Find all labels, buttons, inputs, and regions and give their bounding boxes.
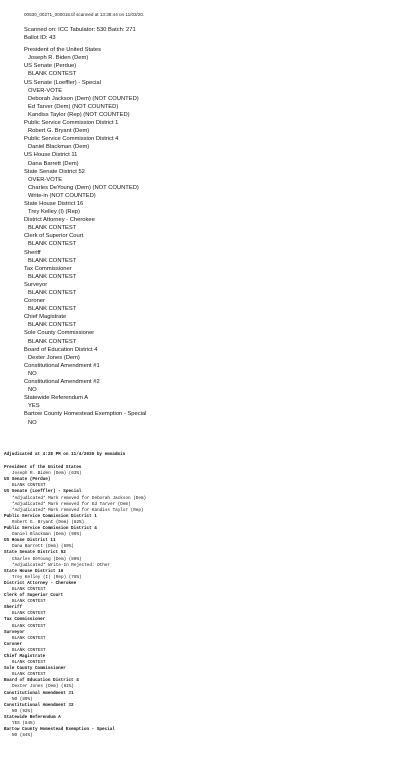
adj-line-contest: Sheriff [4, 605, 23, 611]
adj-line-choice: BLANK CONTEST [12, 623, 46, 629]
scan-line-choice: BLANK CONTEST [28, 257, 77, 264]
adj-line-contest: Public Service Commission District 4 [4, 526, 97, 532]
adj-line-contest: Tax Commissioner [4, 617, 46, 623]
scan-line-contest: Coroner [24, 298, 45, 305]
adj-line-contest: US House District 11 [4, 538, 56, 544]
scan-line-contest: Chief Magistrate [24, 314, 67, 321]
scan-line-contest: Constitutional Amendment #2 [24, 379, 100, 386]
scan-line-choice: Deborah Jackson (Dem) (NOT COUNTED) [28, 95, 139, 102]
scan-contest-list [24, 46, 147, 426]
scan-line-contest: Sole County Commissioner [24, 330, 95, 337]
scan-line-choice: BLANK CONTEST [28, 241, 77, 248]
adj-line-contest: State Senate District 52 [4, 550, 66, 556]
adj-line-choice: Trey Kelley (I) (Rep) (78%) [12, 574, 82, 580]
adj-line-choice: *Adjudicated* Mark removed for Deborah Jackson (Dem) [12, 495, 147, 501]
scan-line-choice: OVER-VOTE [28, 87, 63, 94]
scan-line-contest: Surveyor [24, 281, 48, 288]
adj-line-contest: Constitutional Amendment #1 [4, 690, 74, 696]
adj-line-contest: Constitutional Amendment #2 [4, 702, 74, 708]
adj-line-choice: *Adjudicated* Mark removed for Kandiss Taylor (Rep) [12, 507, 144, 513]
scan-line-choice: BLANK CONTEST [28, 322, 77, 329]
scan-line-contest: State Senate District 52 [24, 168, 85, 175]
adj-line-contest: District Attorney - Cherokee [4, 580, 77, 586]
adj-line-contest: Bartow County Homestead Exemption - Special [4, 727, 115, 733]
adj-line-contest: Sole County Commissioner [4, 666, 66, 672]
adj-line-contest: Coroner [4, 641, 23, 647]
adjudication-contest-list [4, 465, 147, 739]
scan-line-contest: Bartow County Homestead Exemption - Special [24, 411, 147, 418]
adj-line-contest: State House District 16 [4, 568, 64, 574]
scan-line-choice: Robert G. Bryant (Dem) [28, 128, 90, 135]
scan-line-choice: BLANK CONTEST [28, 306, 77, 313]
adj-line-contest: Statewide Referendum A [4, 714, 61, 720]
scan-line-choice: Daniel Blackman (Dem) [28, 144, 90, 151]
scan-line-choice: Joseph R. Biden (Dem) [28, 55, 89, 62]
adj-line-contest: Board of Education District 4 [4, 678, 79, 684]
scan-line-choice: NO [28, 419, 37, 426]
scan-line-choice: Trey Kelley (I) (Rep) [28, 209, 80, 216]
adj-line-choice: BLANK CONTEST [12, 647, 46, 653]
adj-line-choice: NO (92%) [12, 708, 33, 714]
adj-line-choice: BLANK CONTEST [12, 599, 46, 605]
ballot-id-line: Ballot ID: 43 [24, 35, 56, 42]
scan-line-choice: Write-in (NOT COUNTED) [28, 192, 96, 199]
scan-line-contest: Clerk of Superior Court [24, 233, 84, 240]
adj-line-choice: BLANK CONTEST [12, 635, 46, 641]
adjudication-section [4, 452, 147, 739]
scan-line-choice: BLANK CONTEST [28, 225, 77, 232]
scan-line-contest: Sheriff [24, 249, 41, 256]
adj-line-choice: Dana Barrett (Dem) (69%) [12, 544, 74, 550]
scan-line-choice: NO [28, 370, 37, 377]
adj-line-choice: Robert G. Bryant (Dem) (82%) [12, 519, 85, 525]
adj-line-choice: Joseph R. Biden (Dem) (63%) [12, 471, 82, 477]
adj-line-choice: *Adjudicated* Mark removed for Ed Tarver (Dem) [12, 501, 131, 507]
adj-line-choice: Daniel Blackman (Dem) (96%) [12, 532, 82, 538]
adj-line-choice: NO (84%) [12, 733, 33, 739]
adj-line-choice: YES (84%) [12, 721, 36, 727]
scan-line-contest: Public Service Commission District 1 [24, 120, 119, 127]
scan-line-contest: Tax Commissioner [24, 265, 72, 272]
scan-line-contest: Constitutional Amendment #1 [24, 362, 100, 369]
adj-line-contest: US Senate (Loeffler) - Special [4, 489, 82, 495]
scan-header: 00530_00271_000015.tif scanned at 13:38:44 on 11/03/20. [24, 12, 145, 17]
scanned-on-line: Scanned on: ICC Tabulator: 530 Batch: 271 [24, 27, 136, 33]
scan-line-contest: Board of Education District 4 [24, 346, 98, 353]
scan-line-choice: NO [28, 387, 37, 394]
adj-line-choice: NO (89%) [12, 696, 33, 702]
adj-line-choice: Charles DeYoung (Dem) (80%) [12, 556, 82, 562]
scan-line-choice: BLANK CONTEST [28, 273, 77, 280]
scan-line-choice: Charles DeYoung (Dem) (NOT COUNTED) [28, 184, 139, 191]
adj-line-choice: Dexter Jones (Dem) (61%) [12, 684, 74, 690]
adj-line-contest: Clerk of Superior Court [4, 593, 64, 599]
scan-line-contest: Statewide Referendum A [24, 395, 89, 402]
scan-line-choice: Ed Tarver (Dem) (NOT COUNTED) [28, 103, 119, 110]
adj-line-contest: Chief Magistrate [4, 654, 46, 659]
scan-line-contest: US Senate (Loeffler) - Special [24, 79, 101, 86]
scan-line-choice: Kandiss Taylor (Rep) (NOT COUNTED) [28, 111, 130, 118]
scan-section [24, 26, 147, 426]
adjudication-title: Adjudicated at 4:28 PM on 11/4/2020 by emsadmin [4, 452, 126, 457]
scan-line-choice: Dana Barrett (Dem) [28, 160, 79, 167]
adj-line-choice: BLANK CONTEST [12, 660, 46, 666]
scan-line-choice: Dexter Jones (Dem) [28, 354, 80, 361]
adj-line-contest: Public Service Commission District 1 [4, 513, 97, 519]
adj-line-contest: President of the United States [4, 465, 82, 471]
adj-line-choice: BLANK CONTEST [12, 672, 46, 678]
scan-line-contest: State House District 16 [24, 200, 84, 207]
scan-line-choice: YES [28, 403, 40, 410]
scan-line-contest: District Attorney - Cherokee [24, 217, 95, 224]
scan-line-contest: US House District 11 [24, 152, 78, 159]
adj-line-contest: Surveyor [4, 629, 25, 635]
adj-line-choice: BLANK CONTEST [12, 586, 46, 592]
scan-line-contest: Public Service Commission District 4 [24, 136, 119, 143]
scan-line-choice: OVER-VOTE [28, 176, 63, 183]
scan-line-choice: BLANK CONTEST [28, 290, 77, 296]
adj-line-choice: BLANK CONTEST [12, 483, 46, 489]
scan-line-contest: US Senate (Perdue) [24, 63, 77, 70]
adj-line-contest: US Senate (Perdue) [4, 477, 51, 483]
adj-line-choice: BLANK CONTEST [12, 611, 46, 617]
adj-line-choice: *Adjudicated* Write-In Rejected: Other [12, 562, 110, 568]
scan-line-choice: BLANK CONTEST [28, 71, 77, 78]
scan-line-contest: President of the United States [24, 47, 102, 54]
scan-line-choice: BLANK CONTEST [28, 338, 77, 345]
